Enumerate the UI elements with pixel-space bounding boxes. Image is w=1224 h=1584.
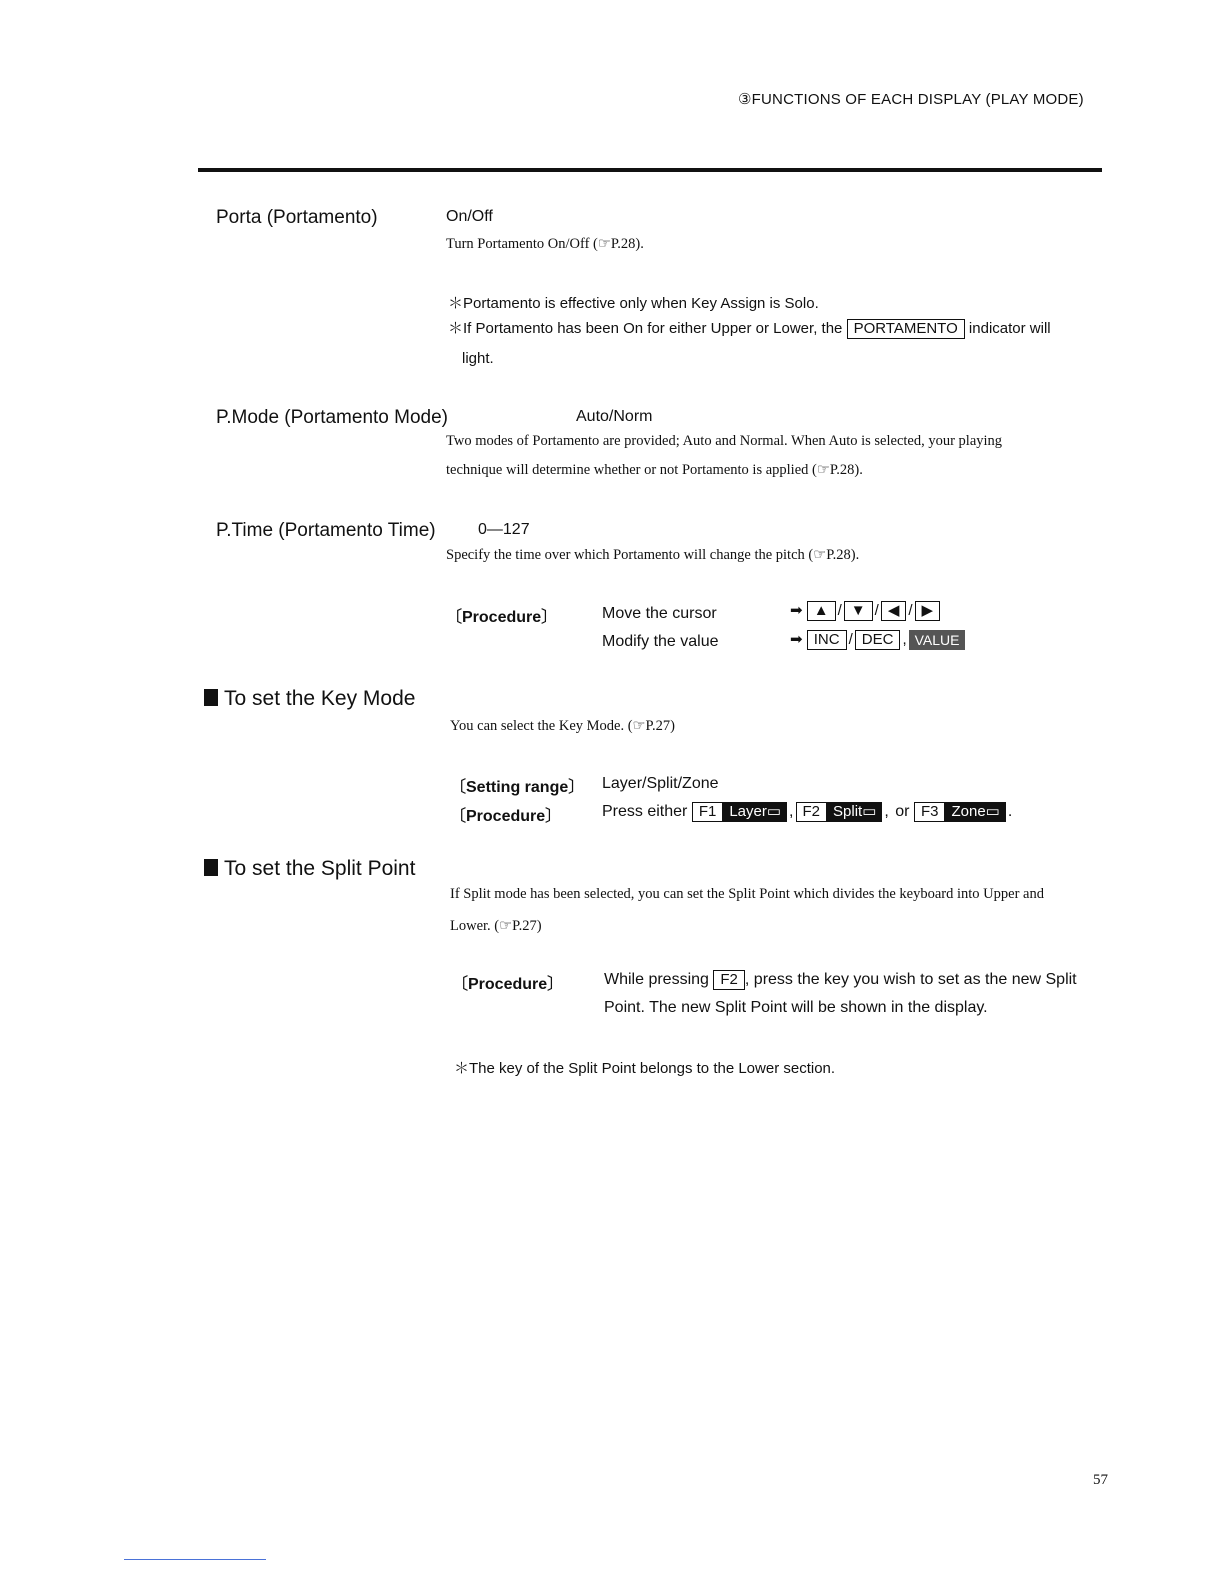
f2-key: F2 — [713, 970, 745, 990]
page-number: 57 — [1093, 1472, 1108, 1488]
pmode-value: Auto/Norm — [576, 408, 653, 425]
cursor-left-key: ◀ — [881, 601, 907, 621]
zone-softkey: Zone▭ — [945, 802, 1005, 822]
cursor-right-key: ▶ — [915, 601, 941, 621]
cursor-down-key: ▼ — [844, 601, 873, 621]
dec-key: DEC — [855, 630, 901, 650]
split-point-desc-2: Lower. (☞P.27) — [450, 918, 542, 934]
move-cursor-text: Move the cursor — [602, 605, 717, 622]
split-point-heading-text: To set the Split Point — [224, 857, 416, 880]
square-bullet-icon — [204, 689, 218, 706]
page-header: ③FUNCTIONS OF EACH DISPLAY (PLAY MODE) — [738, 91, 1084, 108]
split-point-procedure-post: , press the key you wish to set as the new Split — [744, 971, 1077, 989]
porta-desc: Turn Portamento On/Off (☞P.28). — [446, 236, 644, 252]
cursor-keys-row: ➡ ▲ / ▼ / ◀ / ▶ — [790, 601, 940, 621]
header-rule — [198, 168, 1102, 172]
f2-key: F2 — [796, 802, 828, 822]
value-key: VALUE — [909, 630, 966, 650]
portamento-indicator-key: PORTAMENTO — [847, 319, 965, 339]
pmode-desc-1: Two modes of Portamento are provided; Auto and Normal. When Auto is selected, your playing — [446, 433, 1003, 449]
cursor-up-key: ▲ — [807, 601, 836, 621]
value-keys-row: ➡ INC / DEC , VALUE — [790, 630, 965, 650]
key-mode-procedure-label: 〔Procedure〕 — [450, 808, 562, 825]
arrow-right-icon: ➡ — [790, 602, 803, 619]
footer-line — [124, 1559, 266, 1560]
pmode-desc-2: technique will determine whether or not Portamento is applied (☞P.28). — [446, 462, 863, 478]
layer-softkey: Layer▭ — [723, 802, 787, 822]
porta-note-2-cont: light. — [462, 350, 494, 367]
porta-note-2-pre: ＊If Portamento has been On for either Upper or Lower, the — [448, 320, 843, 337]
ptime-procedure-label: 〔Procedure〕 — [446, 609, 558, 626]
porta-note-1: ＊Portamento is effective only when Key Assign is Solo. — [448, 295, 819, 312]
porta-note-2 — [448, 317, 1051, 339]
split-point-procedure-cont: Point. The new Split Point will be shown in the display. — [604, 999, 988, 1016]
key-mode-desc: You can select the Key Mode. (☞P.27) — [450, 718, 675, 734]
split-point-note: ＊The key of the Split Point belongs to the Lower section. — [454, 1060, 836, 1077]
setting-range-value: Layer/Split/Zone — [602, 775, 719, 792]
setting-range-label: 〔Setting range〕 — [450, 779, 585, 796]
square-bullet-icon — [204, 859, 218, 876]
f3-key: F3 — [914, 802, 946, 822]
while-pressing-text: While pressing — [604, 971, 709, 989]
porta-note-2-post: indicator will — [968, 320, 1051, 337]
key-mode-heading — [204, 687, 415, 711]
ptime-desc: Specify the time over which Portamento will change the pitch (☞P.28). — [446, 547, 860, 563]
inc-key: INC — [807, 630, 847, 650]
modify-value-text: Modify the value — [602, 633, 719, 650]
split-point-heading — [204, 857, 415, 881]
key-mode-procedure: Press either F1 Layer▭ , F2 Split▭ , or F3 Zone▭ . — [602, 803, 1013, 821]
f1-key: F1 — [692, 802, 724, 822]
split-point-desc-1: If Split mode has been selected, you can set the Split Point which divides the keyboard into Upper and — [450, 886, 1044, 902]
split-softkey: Split▭ — [827, 802, 882, 822]
press-either-text: Press either — [602, 803, 688, 821]
ptime-value: 0—127 — [478, 521, 530, 538]
or-text: or — [895, 803, 910, 821]
split-point-procedure-label: 〔Procedure〕 — [452, 976, 564, 993]
split-point-procedure — [604, 970, 1077, 990]
pmode-label: P.Mode (Portamento Mode) — [216, 407, 448, 428]
porta-label: Porta (Portamento) — [216, 207, 378, 228]
porta-value: On/Off — [446, 208, 493, 225]
ptime-label: P.Time (Portamento Time) — [216, 520, 436, 541]
arrow-right-icon: ➡ — [790, 631, 803, 648]
key-mode-heading-text: To set the Key Mode — [224, 687, 416, 710]
